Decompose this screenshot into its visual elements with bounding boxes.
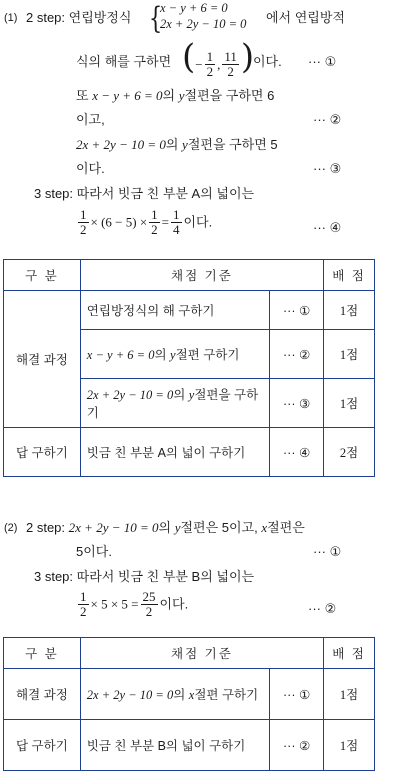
system-equation-2: 2x + 2y − 10 = 0 xyxy=(160,17,247,31)
table1-marker-1: ··· ① xyxy=(270,291,324,330)
table1-score-2: 1점 xyxy=(324,330,375,379)
part1-step2-continued: 에서 연립방적 xyxy=(266,10,345,25)
step-marker-3: ··· ③ xyxy=(313,161,342,176)
table1-criterion-3: 2x + 2y − 10 = 0의 y절편을 구하기 xyxy=(80,379,269,428)
table2-marker-1: ··· ① xyxy=(270,669,324,720)
part2-number: (2) xyxy=(4,522,18,534)
table1-criterion-1: 연립방정식의 해 구하기 xyxy=(80,291,269,330)
intercept-line-3: 2x + 2y − 10 = 0의 y절편을 구하면 5 xyxy=(76,137,278,152)
solution-value: (− $\frac{1}{2}$ , $\frac{11}{2}$ ) xyxy=(182,37,255,80)
table2-criterion-2: 빗금 친 부분 B의 넓이 구하기 xyxy=(80,720,269,771)
table2-group-solving: 해결 과정 xyxy=(4,669,81,720)
table2-score-1: 1점 xyxy=(324,669,375,720)
table1-criterion-4: 빗금 친 부분 A의 넓이 구하기 xyxy=(80,428,269,477)
table2-header-criteria: 채점 기준 xyxy=(80,638,323,669)
table1-score-3: 1점 xyxy=(324,379,375,428)
table1-marker-3: ··· ③ xyxy=(270,379,324,428)
table2-marker-2: ··· ② xyxy=(270,720,324,771)
table1-header-criteria: 채점 기준 xyxy=(80,260,323,291)
intercept-line-4: 이다. xyxy=(76,161,105,176)
part1-step3: 3 step: 따라서 빗금 친 부분 A의 넓이는 xyxy=(34,186,255,201)
part2-step-marker-1: ··· ① xyxy=(313,544,342,559)
table2-criterion-1: 2x + 2y − 10 = 0의 x절편 구하기 xyxy=(80,669,269,720)
table1-criterion-2: x − y + 6 = 0의 y절편 구하기 xyxy=(80,330,269,379)
table1-marker-4: ··· ④ xyxy=(270,428,324,477)
step-marker-2: ··· ② xyxy=(313,112,342,127)
intercept-line-1: 또 x − y + 6 = 0의 y절편을 구하면 6 xyxy=(76,88,275,103)
solution-text: 식의 해를 구하면 xyxy=(76,54,172,69)
table1-header-category: 구 분 xyxy=(4,260,81,291)
system-equation-1: x − y + 6 = 0 xyxy=(160,1,228,15)
scoring-table-1 xyxy=(3,259,375,477)
solution-end: 이다. xyxy=(253,54,282,69)
table1-score-1: 1점 xyxy=(324,291,375,330)
part2-step2-line2: 5이다. xyxy=(76,544,112,559)
part2-area-calculation: $\frac{1}{2}$ × 5 × 5 = $\frac{25}{2}$ 이다. xyxy=(80,589,189,619)
part2-step3: 3 step: 따라서 빗금 친 부분 B의 넓이는 xyxy=(34,569,255,584)
system-brace: { xyxy=(148,1,163,36)
table1-group-answer: 답 구하기 xyxy=(4,428,81,477)
step-marker-1: ··· ① xyxy=(308,54,337,69)
table2-score-2: 1점 xyxy=(324,720,375,771)
intercept-line-2: 이고, xyxy=(76,112,105,127)
part2-step2-line1: 2 step: 2x + 2y − 10 = 0의 y절편은 5이고, x절편은 xyxy=(26,520,305,535)
table2-header-category: 구 분 xyxy=(4,638,81,669)
table1-marker-2: ··· ② xyxy=(270,330,324,379)
part1-step2-label: 2 step: 연립방정식 xyxy=(26,10,132,25)
table2-header-points: 배 점 xyxy=(324,638,375,669)
table1-header-points: 배 점 xyxy=(324,260,375,291)
table1-score-4: 2점 xyxy=(324,428,375,477)
table2-group-answer: 답 구하기 xyxy=(4,720,81,771)
area-calculation: $\frac{1}{2}$ × (6 − 5) × $\frac{1}{2}$ = $\frac{1}{4}$ 이다. xyxy=(80,207,213,237)
part1-number: (1) xyxy=(4,12,18,24)
scoring-table-2 xyxy=(3,637,375,771)
part2-step-marker-2: ··· ② xyxy=(308,601,337,616)
step-marker-4: ··· ④ xyxy=(313,220,342,235)
table1-group-solving: 해결 과정 xyxy=(4,291,81,428)
